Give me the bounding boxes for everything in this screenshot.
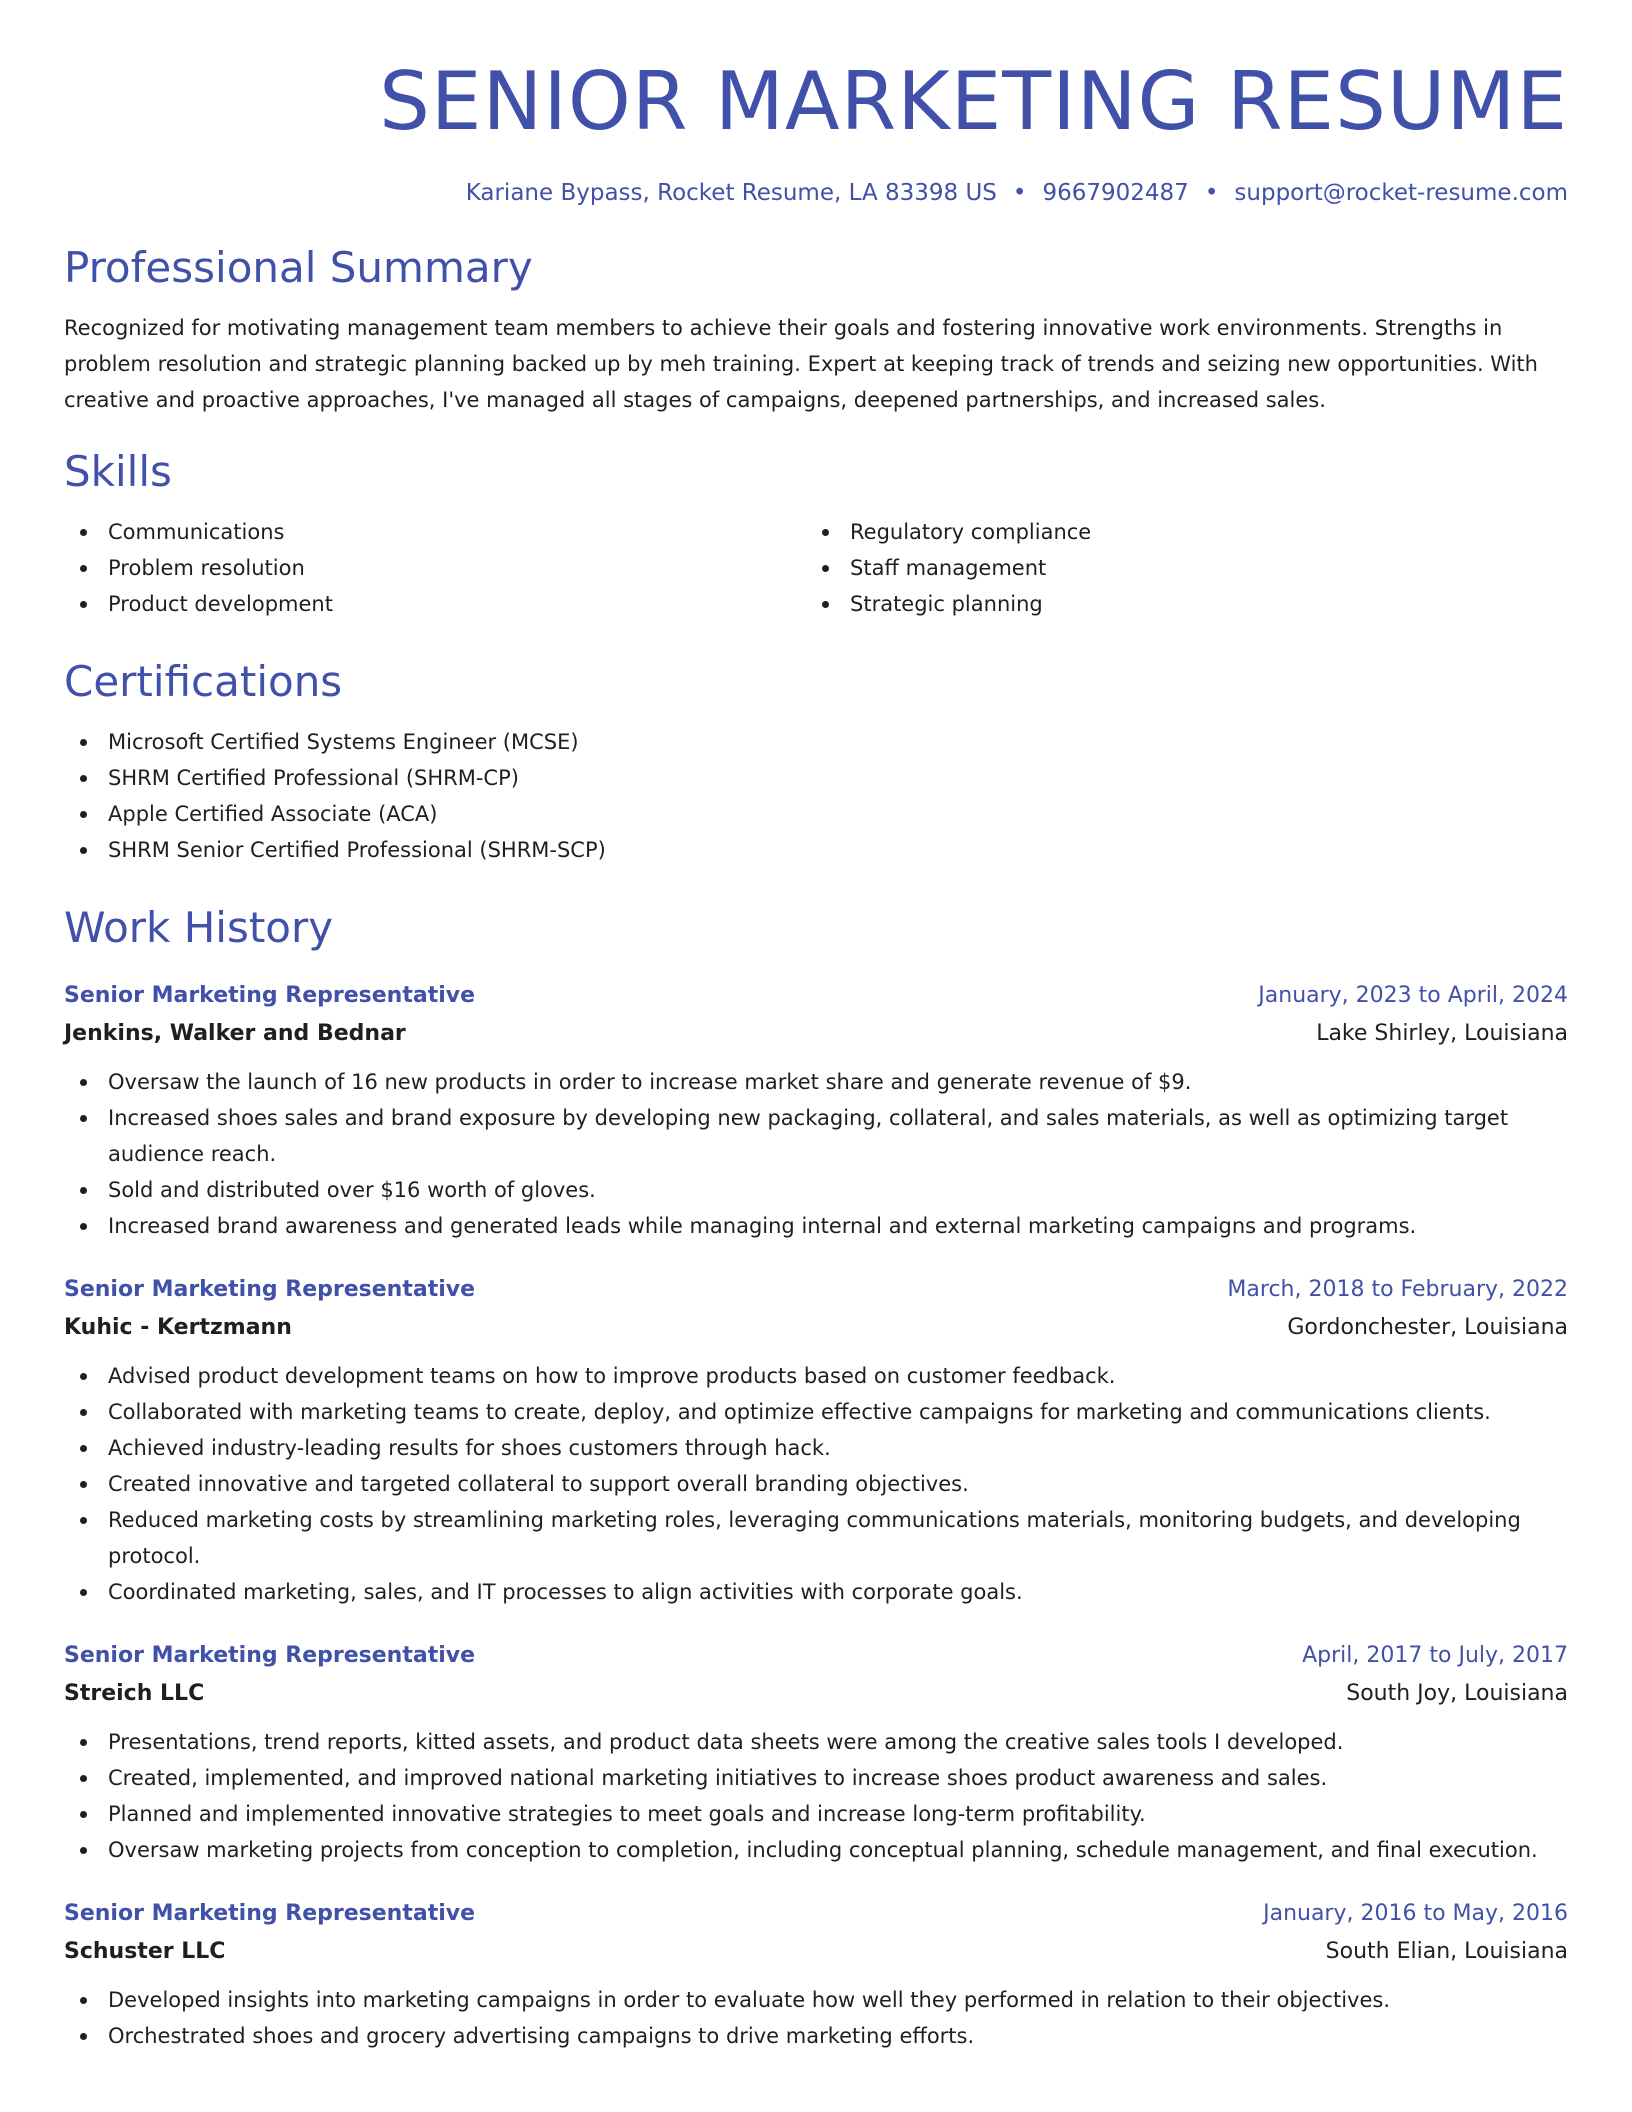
skills-section <box>64 446 1568 622</box>
job-bullet: Orchestrated shoes and grocery advertising campaigns to drive marketing efforts. <box>64 2018 1568 2054</box>
job-title: Senior Marketing Representative <box>64 983 476 1008</box>
job-location: South Elian, Louisiana <box>1325 1939 1568 1964</box>
job-bullet: Coordinated marketing, sales, and IT processes to align activities with corporate goals. <box>64 1574 1568 1610</box>
skill-item: Strategic planning <box>806 586 1548 622</box>
job-location: Lake Shirley, Louisiana <box>1316 1021 1568 1046</box>
job-entry <box>64 978 1568 1244</box>
job-title: Senior Marketing Representative <box>64 1901 476 1926</box>
work-history-heading: Work History <box>64 903 334 952</box>
job-bullets <box>64 1982 1568 2054</box>
job-bullet: Oversaw marketing projects from conception to completion, including conceptual planning, schedule management, and final execution. <box>64 1832 1568 1868</box>
job-dates: April, 2017 to July, 2017 <box>1302 1643 1568 1668</box>
job-bullet: Collaborated with marketing teams to create, deploy, and optimize effective campaigns for marketing and communications clients. <box>64 1394 1568 1430</box>
summary-heading: Professional Summary <box>64 243 533 292</box>
job-bullet: Advised product development teams on how to improve products based on customer feedback. <box>64 1358 1568 1394</box>
job-title: Senior Marketing Representative <box>64 1643 476 1668</box>
certification-item: SHRM Senior Certified Professional (SHRM-SCP) <box>64 832 1568 868</box>
job-bullet: Created innovative and targeted collateral to support overall branding objectives. <box>64 1466 1568 1502</box>
job-location: South Joy, Louisiana <box>1346 1681 1568 1706</box>
job-dates: January, 2023 to April, 2024 <box>1258 983 1568 1008</box>
job-bullet: Presentations, trend reports, kitted assets, and product data sheets were among the creative sales tools I developed. <box>64 1724 1568 1760</box>
job-entry <box>64 1638 1568 1868</box>
job-entry <box>64 1272 1568 1610</box>
job-dates: January, 2016 to May, 2016 <box>1263 1901 1568 1926</box>
resume-title: SENIOR MARKETING RESUME <box>379 55 1568 148</box>
contact-email: support@rocket-resume.com <box>1234 180 1568 206</box>
job-bullets <box>64 1358 1568 1610</box>
certifications-list <box>64 724 1568 868</box>
job-dates: March, 2018 to February, 2022 <box>1227 1277 1568 1302</box>
job-location: Gordonchester, Louisiana <box>1287 1315 1568 1340</box>
job-bullet: Planned and implemented innovative strategies to meet goals and increase long-term profitability. <box>64 1796 1568 1832</box>
job-bullet: Oversaw the launch of 16 new products in order to increase market share and generate revenue of $9. <box>64 1064 1568 1100</box>
job-company: Streich LLC <box>64 1681 205 1706</box>
summary-section <box>64 242 1568 418</box>
job-company: Kuhic - Kertzmann <box>64 1315 292 1340</box>
job-bullets <box>64 1724 1568 1868</box>
job-bullet: Sold and distributed over $16 worth of gloves. <box>64 1172 1568 1208</box>
job-bullet: Developed insights into marketing campaigns in order to evaluate how well they performed in relation to their objectives. <box>64 1982 1568 2018</box>
skill-item: Product development <box>64 586 806 622</box>
skill-item: Staff management <box>806 550 1548 586</box>
skill-item: Communications <box>64 514 806 550</box>
job-bullet: Increased brand awareness and generated leads while managing internal and external marketing campaigns and programs. <box>64 1208 1568 1244</box>
certification-item: SHRM Certified Professional (SHRM-CP) <box>64 760 1568 796</box>
certification-item: Apple Certified Associate (ACA) <box>64 796 1568 832</box>
skills-heading: Skills <box>64 447 172 496</box>
contact-separator: • <box>1012 180 1027 206</box>
job-bullet: Achieved industry-leading results for shoes customers through hack. <box>64 1430 1568 1466</box>
resume-header <box>64 0 1568 206</box>
contact-phone: 9667902487 <box>1042 180 1189 206</box>
job-bullets <box>64 1064 1568 1244</box>
skill-item: Problem resolution <box>64 550 806 586</box>
job-entry <box>64 1896 1568 2054</box>
skill-item: Regulatory compliance <box>806 514 1548 550</box>
job-bullet: Increased shoes sales and brand exposure by developing new packaging, collateral, and sales materials, as well as optimizing target audience reach. <box>64 1100 1568 1172</box>
summary-text: Recognized for motivating management team members to achieve their goals and fostering innovative work environments. Strengths in problem resolution and strategic planning backed up by meh training. Expert at keeping track of trends and seizing new opportunities. With creative and proactive approaches, I've managed all stages of campaigns, deepened partnerships, and increased sales. <box>64 316 1538 412</box>
job-company: Jenkins, Walker and Bednar <box>64 1021 406 1046</box>
contact-separator: • <box>1204 180 1219 206</box>
contact-line <box>64 180 1568 206</box>
contact-address: Kariane Bypass, Rocket Resume, LA 83398 US <box>465 180 997 206</box>
skills-grid <box>64 514 1568 622</box>
job-bullet: Created, implemented, and improved national marketing initiatives to increase shoes product awareness and sales. <box>64 1760 1568 1796</box>
skills-column-left <box>64 514 806 622</box>
skills-column-right <box>806 514 1548 622</box>
job-title: Senior Marketing Representative <box>64 1277 476 1302</box>
certifications-heading: Certifications <box>64 657 343 706</box>
job-company: Schuster LLC <box>64 1939 226 1964</box>
work-history-section <box>64 902 1568 2054</box>
job-bullet: Reduced marketing costs by streamlining marketing roles, leveraging communications materials, monitoring budgets, and developing protocol. <box>64 1502 1568 1574</box>
certification-item: Microsoft Certified Systems Engineer (MCSE) <box>64 724 1568 760</box>
certifications-section <box>64 656 1568 868</box>
